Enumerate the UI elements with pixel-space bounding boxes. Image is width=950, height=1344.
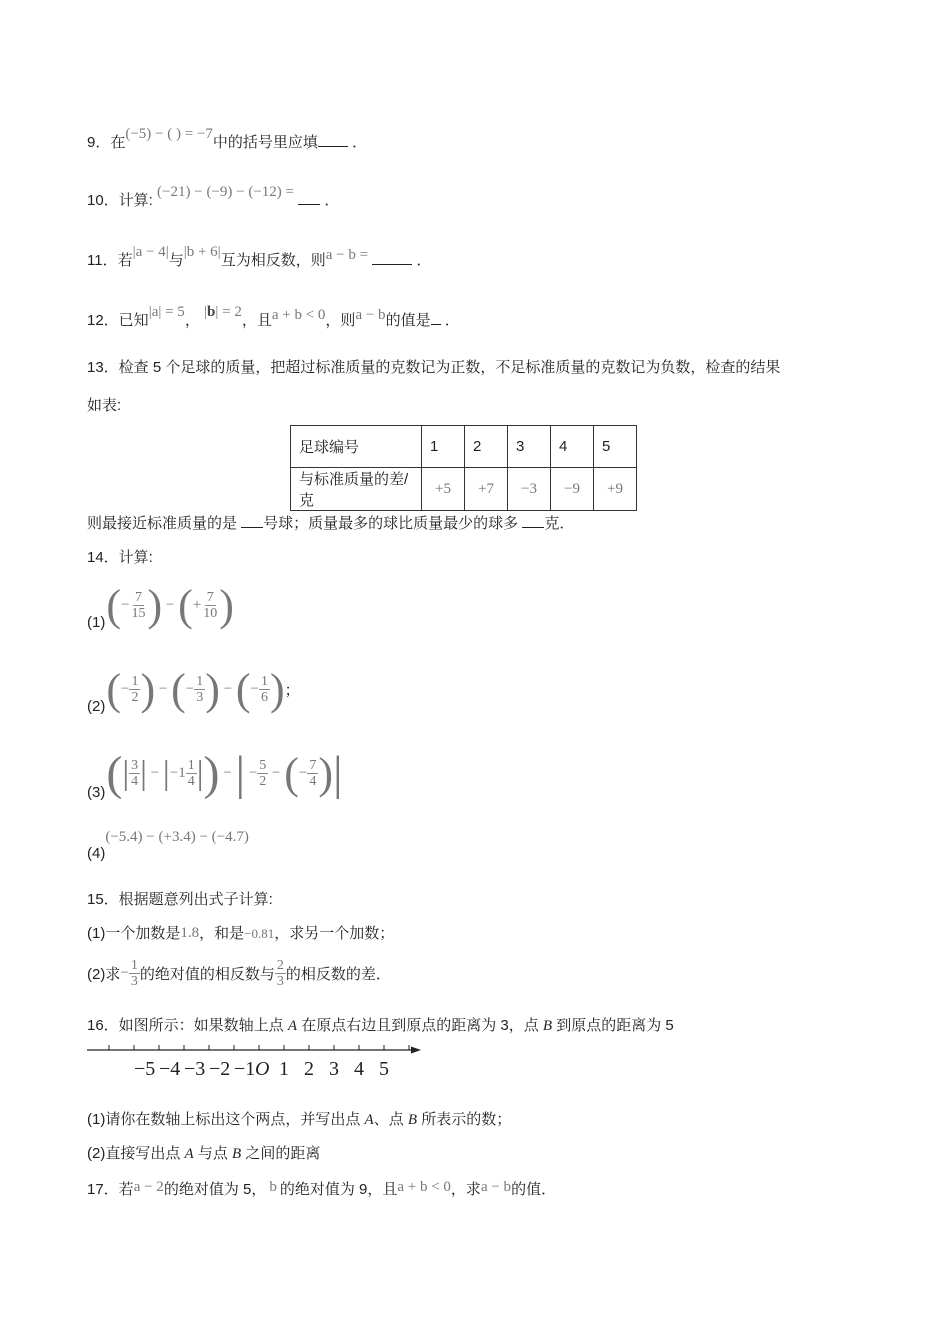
table-cell: 1 xyxy=(422,426,465,468)
q11-answer-blank[interactable] xyxy=(372,250,412,265)
q17-expression: a − b xyxy=(480,1179,512,1195)
q11-abs-a: |a − 4| xyxy=(132,244,169,260)
q15-title: 15．根据题意列出式子计算: xyxy=(87,891,273,908)
q17-expr-b: b xyxy=(269,1179,277,1195)
q15-p1-text-c: ，求另一个加数； xyxy=(274,925,395,942)
q9-answer-blank[interactable] xyxy=(318,132,348,147)
q17-text-a: 的绝对值为 5， xyxy=(163,1181,267,1198)
question-12 xyxy=(87,304,460,330)
q15-p1-addend: 1.8 xyxy=(180,925,200,941)
q10-prefix: 10．计算: xyxy=(87,192,153,209)
q16-p2-text-a: (2)直接写出点 xyxy=(87,1145,185,1162)
q17-prefix: 17．若 xyxy=(87,1181,134,1198)
fraction: $\frac{1}{3}$ xyxy=(130,958,138,989)
q14-p3-label: (3) xyxy=(87,784,106,801)
q14-p1-expression: ( − $\frac{7}{15}$ ) − ( + $\frac{7}{10}$ ) xyxy=(106,581,234,630)
q17-text-d: 的值． xyxy=(511,1181,557,1198)
q11-end: ． xyxy=(416,252,432,269)
number-line-labels xyxy=(134,1058,389,1080)
table-cell: −3 xyxy=(508,468,551,511)
table-cell: 4 xyxy=(551,426,594,468)
q16-part1 xyxy=(87,1108,511,1129)
axis-label: −4 xyxy=(159,1058,181,1080)
q15-part1 xyxy=(87,922,394,943)
q14-p1-label: (1) xyxy=(87,614,106,631)
q11-text: 互为相反数，则 xyxy=(220,252,326,269)
q14-part4 xyxy=(87,828,249,862)
number-line-ticks xyxy=(109,1045,409,1050)
q11-abs-b: |b + 6| xyxy=(183,244,221,260)
q15-p2-text-c: 的相反数的差． xyxy=(285,966,391,983)
q12-comma: ， xyxy=(184,312,200,329)
fraction: $\frac{7}{15}$ xyxy=(131,590,146,621)
table-row xyxy=(291,426,637,468)
q16-p2-text-b: 与点 xyxy=(193,1145,233,1162)
q9-end: ． xyxy=(352,134,368,151)
q15-p1-text-a: (1)一个加数是 xyxy=(87,925,181,942)
q14-title: 14．计算: xyxy=(87,549,153,566)
q14-p4-expression: (−5.4) − (+3.4) − (−4.7) xyxy=(105,829,249,845)
q11-prefix: 11．若 xyxy=(87,252,133,269)
q12-expression: a − b xyxy=(355,307,386,323)
q16-p1-text-c: 所表示的数； xyxy=(417,1111,512,1128)
table-cell: +7 xyxy=(465,468,508,511)
q13-text-c: 克． xyxy=(544,515,575,532)
q15-p1-sum: −0.81 xyxy=(244,926,275,941)
fraction: $\frac{1}{2}$ xyxy=(131,674,139,705)
q9-text: 中的括号里应填 xyxy=(212,134,318,151)
q14-p2-end: ； xyxy=(284,682,300,699)
q15-p2-text-b: 的绝对值的相反数与 xyxy=(139,966,275,983)
q12-b-bold: b xyxy=(207,304,216,320)
q17-condition: a + b < 0 xyxy=(397,1179,451,1195)
q16-p2-point-a: A xyxy=(184,1146,194,1162)
axis-label: 3 xyxy=(329,1058,339,1080)
table-header-cell: 足球编号 xyxy=(291,426,422,468)
q14-p3-expression: ( | $\frac{3}{4}$ | − | − 1 $\frac{1}{4}$ | ) − | − $\frac{5}{2}$ − ( − $\frac{7}{4}$ ) | xyxy=(106,747,343,800)
question-10 xyxy=(87,184,340,210)
table-cell: +9 xyxy=(594,468,637,511)
arrow-right-icon xyxy=(411,1047,421,1054)
axis-label-origin: O xyxy=(255,1058,270,1080)
q13-blank-1[interactable] xyxy=(241,513,263,528)
number-line xyxy=(85,1040,430,1082)
q17-text-c: ，求 xyxy=(450,1181,481,1198)
q12-abs-b-eq: | = 2 xyxy=(215,304,242,320)
q14-part1 xyxy=(87,580,234,631)
q16-part2 xyxy=(87,1142,320,1163)
q16-text-c: 到原点的距离为 5 xyxy=(552,1017,674,1034)
q13-blank-2[interactable] xyxy=(522,513,544,528)
fraction: $\frac{5}{2}$ xyxy=(259,758,267,789)
q16-point-b: B xyxy=(542,1018,553,1034)
q12-condition: a + b < 0 xyxy=(271,307,326,323)
q15-p2-text-a: (2)求 xyxy=(87,966,121,983)
q13-line1: 13．检查 5 个足球的质量，把超过标准质量的克数记为正数，不足标准质量的克数记为负数，检查的结果 xyxy=(87,359,781,376)
table-cell: 5 xyxy=(594,426,637,468)
q13-table xyxy=(290,425,637,511)
q16-p1-text-a: (1)请你在数轴上标出这个两点，并写出点 xyxy=(87,1111,365,1128)
fraction: $\frac{2}{3}$ xyxy=(276,958,284,989)
fraction: $\frac{1}{6}$ xyxy=(260,674,268,705)
q11-expression: a − b = xyxy=(325,247,369,263)
q12-end: ． xyxy=(444,312,460,329)
fraction: $\frac{1}{4}$ xyxy=(187,758,195,789)
table-row xyxy=(291,468,637,511)
axis-label: 2 xyxy=(304,1058,314,1080)
q12-then: ，则 xyxy=(325,312,356,329)
q12-and: ，且 xyxy=(241,312,272,329)
axis-label: 1 xyxy=(279,1058,289,1080)
q13-question xyxy=(87,512,574,533)
q13-text-a: 则最接近标准质量的是 xyxy=(87,515,242,532)
q14-p4-label: (4) xyxy=(87,845,106,862)
q15-p2-neg: − xyxy=(120,965,129,981)
q16-point-a: A xyxy=(287,1018,298,1034)
fraction: $\frac{7}{10}$ xyxy=(203,590,218,621)
axis-label: −3 xyxy=(184,1058,206,1080)
q13-text-b: 号球；质量最多的球比质量最少的球多 xyxy=(263,515,523,532)
paren-left: ( xyxy=(106,581,121,630)
q10-expression: (−21) − (−9) − (−12) = xyxy=(157,184,295,200)
axis-label: −5 xyxy=(134,1058,156,1080)
q12-abs-a: |a| = 5 xyxy=(148,304,185,320)
table-cell: +5 xyxy=(422,468,465,511)
q14-p2-label: (2) xyxy=(87,698,106,715)
table-cell: 2 xyxy=(465,426,508,468)
q17-text-b: 的绝对值为 9，且 xyxy=(279,1181,398,1198)
q12-prefix: 12．已知 xyxy=(87,312,149,329)
q16-p1-text-b: 、点 xyxy=(373,1111,408,1128)
q12-text: 的值是 xyxy=(385,312,431,329)
q16-p2-text-c: 之间的距离 xyxy=(241,1145,321,1162)
q14-part3 xyxy=(87,746,343,801)
fraction: $\frac{1}{3}$ xyxy=(196,674,204,705)
axis-label: −2 xyxy=(209,1058,231,1080)
axis-label: 4 xyxy=(354,1058,364,1080)
table-cell: −9 xyxy=(551,468,594,511)
q11-and: 与 xyxy=(168,252,184,269)
paren-left: ( xyxy=(178,581,193,630)
paren-right: ) xyxy=(147,581,163,630)
q9-expression: (−5) − ( ) = −7 xyxy=(125,126,213,142)
q17-expr-a: a − 2 xyxy=(133,1179,164,1195)
table-header-cell: 与标准质量的差/克 xyxy=(291,468,422,511)
question-9 xyxy=(87,126,368,152)
q16-p2-point-b: B xyxy=(232,1146,242,1162)
axis-label: 5 xyxy=(379,1058,389,1080)
paren-right: ) xyxy=(219,581,234,630)
q16-p1-point-b: B xyxy=(407,1112,418,1128)
q14-part2 xyxy=(87,664,300,715)
q12-abs-b xyxy=(204,304,242,320)
q12-abs-bar: | xyxy=(204,304,208,320)
q13-line2: 如表: xyxy=(87,397,122,414)
q15-p1-text-b: ，和是 xyxy=(199,925,245,942)
q14-p2-expression: ( − $\frac{1}{2}$ ) − ( − $\frac{1}{3}$ ) − ( − $\frac{1}{6}$ ) xyxy=(106,665,285,714)
question-11 xyxy=(87,244,432,270)
q16-p1-point-a: A xyxy=(364,1112,374,1128)
question-16 xyxy=(87,1014,674,1035)
axis-label: −1 xyxy=(234,1058,256,1080)
q10-end: ． xyxy=(324,192,340,209)
q16-text-b: 在原点右边且到原点的距离为 3，点 xyxy=(297,1017,543,1034)
q9-prefix: 9．在 xyxy=(87,134,126,151)
fraction: $\frac{3}{4}$ xyxy=(131,758,139,789)
table-cell: 3 xyxy=(508,426,551,468)
fraction: $\frac{7}{4}$ xyxy=(309,758,317,789)
q16-text-a: 16．如图所示：如果数轴上点 xyxy=(87,1017,288,1034)
q12-answer-blank[interactable] xyxy=(431,310,441,325)
question-17 xyxy=(87,1178,556,1199)
q15-part2 xyxy=(87,958,391,989)
q10-answer-blank[interactable] xyxy=(298,190,320,205)
